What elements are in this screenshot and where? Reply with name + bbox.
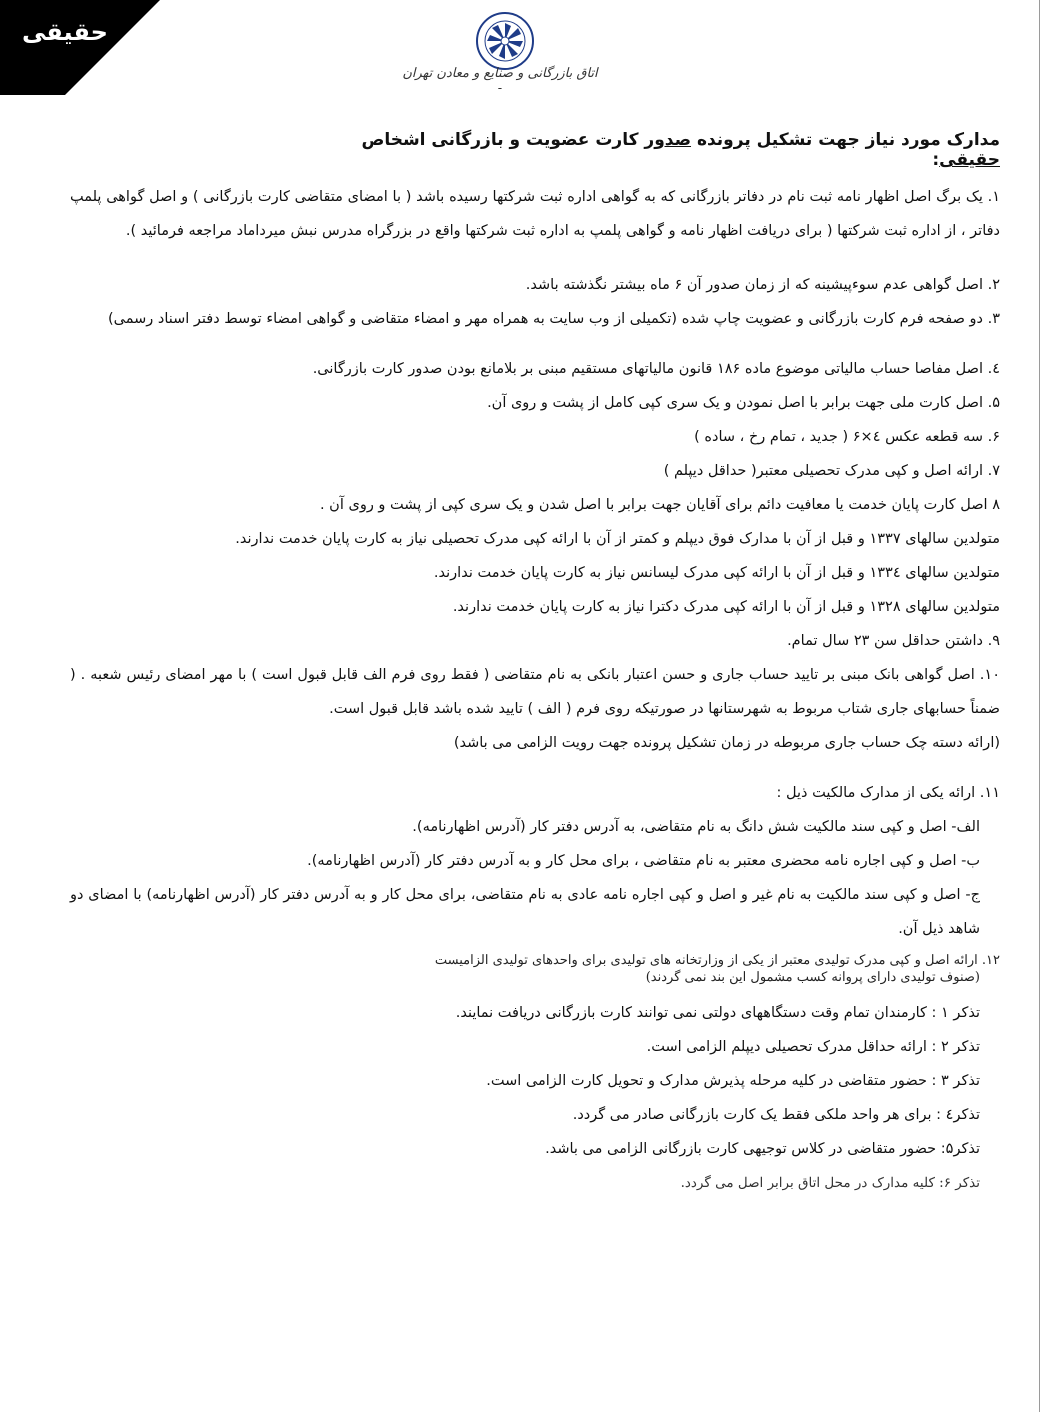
logo-caption: اتاق بازرگانی و صنایع و معادن تهران - — [402, 66, 598, 96]
note-item: تذکر ۱ : کارمندان تمام وقت دستگاههای دولتی نمی توانند کارت بازرگانی دریافت نمایند. — [455, 1005, 980, 1021]
list-item: متولدین سالهای ۱۳۲۸ و قبل از آن با ارائه کپی مدرک دکترا نیاز به کارت پایان خدمت ندارند. — [452, 599, 1000, 615]
title-end: : — [932, 150, 940, 170]
list-item: ۱. یک برگ اصل اظهار نامه ثبت نام در دفاتر بازرگانی که به گواهی اداره ثبت شرکتها رسیده باشد ( با امضای متقاضی کارت بازرگانی ) و اصل گواهی پلمپ دفاتر ، از اداره ثبت شرکتها ( برای دریافت اظهار نامه و گواهی پلمپ به اداره ثبت شرکتها واقع در بزرگراه مدرس نبش میرداماد مراجعه فرمائید ). — [70, 189, 1000, 239]
title-underlined2: حقیقی — [939, 150, 1000, 170]
list-item: ۱۲. ارائه اصل و کپی مدرک تولیدی معتبر از یکی از وزارتخانه های تولیدی برای واحدهای تولیدی الزامیست — [434, 953, 1000, 968]
page-title — [300, 130, 1000, 170]
corner-badge — [0, 0, 160, 95]
list-item: ۲. اصل گواهی عدم سوءپیشینه که از زمان صدور آن ۶ ماه بیشتر نگذشته باشد. — [525, 277, 1000, 293]
list-item: الف- اصل و کپی سند مالکیت شش دانگ به نام متقاضی، به آدرس دفتر کار (آدرس اظهارنامه). — [412, 819, 980, 835]
list-item: ۱۰. اصل گواهی بانک مبنی بر تایید حساب جاری و حسن اعتبار بانکی به نام متقاضی ( فقط روی فرم الف قابل قبول است ) با مهر امضای رئیس شعبه . ( ضمناً حسابهای جاری شتاب مربوط به شهرستانها در صورتیکه روی فرم ( الف ) تایید شده باشد قابل قبول است. — [70, 667, 1000, 717]
list-item: ۹. داشتن حداقل سن ۲۳ سال تمام. — [787, 633, 1000, 649]
note-item: تذکر۵: حضور متقاضی در کلاس توجیهی کارت بازرگانی الزامی می باشد. — [545, 1141, 980, 1157]
requirements-list — [70, 180, 1000, 1200]
title-underlined1: صدور — [644, 130, 692, 150]
list-item: ۵. اصل کارت ملی جهت برابر با اصل نمودن و یک سری کپی کامل از پشت و روی آن. — [487, 395, 1000, 411]
list-item: (صنوف تولیدی دارای پروانه کسب مشمول این بند نمی گردند) — [645, 970, 980, 985]
list-item: ٤. اصل مفاصا حساب مالیاتی موضوع ماده ۱۸۶ قانون مالیاتهای مستقیم مبنی بر بلامانع بودن صدور کارت بازرگانی. — [312, 361, 1000, 377]
note-item: تذکر ۲ : ارائه حداقل مدرک تحصیلی دیپلم الزامی است. — [646, 1039, 980, 1055]
list-item: متولدین سالهای ۱۳۳٤ و قبل از آن با ارائه کپی مدرک لیسانس نیاز به کارت پایان خدمت ندارند. — [433, 565, 1000, 581]
list-item: ب- اصل و کپی اجاره نامه محضری معتبر به نام متقاضی ، برای محل کار و به آدرس دفتر کار (آدرس اظهارنامه). — [307, 853, 980, 869]
list-item: ۱۱. ارائه یکی از مدارک مالکیت ذیل : — [776, 785, 1000, 801]
note-item: تذکر ۶: کلیه مدارک در محل اتاق برابر اصل می گردد. — [680, 1175, 980, 1191]
note-item: تذکر ۳ : حضور متقاضی در کلیه مرحله پذیرش مدارک و تحویل کارت الزامی است. — [486, 1073, 980, 1089]
list-item: ۸ اصل کارت پایان خدمت یا معافیت دائم برای آقایان جهت برابر با اصل شدن و یک سری کپی از پشت و روی آن . — [319, 497, 1000, 513]
title-part2: کارت عضویت و بازرگانی اشخاص — [361, 130, 639, 150]
list-item: ۷. ارائه اصل و کپی مدرک تحصیلی معتبر( حداقل دیپلم ) — [663, 463, 1000, 479]
note-item: تذکر٤ : برای هر واحد ملکی فقط یک کارت بازرگانی صادر می گردد. — [572, 1107, 980, 1123]
page-border — [1039, 0, 1040, 1412]
list-item: ۶. سه قطعه عکس ٤×۶ ( جدید ، تمام رخ ، ساده ) — [694, 429, 1000, 445]
list-item: (ارائه دسته چک حساب جاری مربوطه در زمان تشکیل پرونده جهت رویت الزامی می باشد) — [453, 735, 1000, 751]
list-item: ج- اصل و کپی سند مالکیت به نام غیر و اصل و کپی اجاره نامه عادی به نام متقاضی، برای محل کار و به آدرس دفتر کار (آدرس اظهارنامه) با امضای دو شاهد ذیل آن. — [70, 887, 980, 937]
title-part1: مدارک مورد نیاز جهت تشکیل پرونده — [696, 130, 1000, 150]
list-item: ۳. دو صفحه فرم کارت بازرگانی و عضویت چاپ شده (تکمیلی از وب سایت به همراه مهر و امضاء متقاضی و گواهی امضاء توسط دفتر اسناد رسمی) — [107, 311, 1000, 327]
corner-label: حقیقی — [22, 18, 108, 46]
list-item: متولدین سالهای ۱۳۳۷ و قبل از آن با مدارک فوق دیپلم و کمتر از آن با ارائه کپی مدرک تحصیلی نیاز به کارت پایان خدمت ندارند. — [235, 531, 1000, 547]
corner-triangle — [0, 0, 160, 95]
